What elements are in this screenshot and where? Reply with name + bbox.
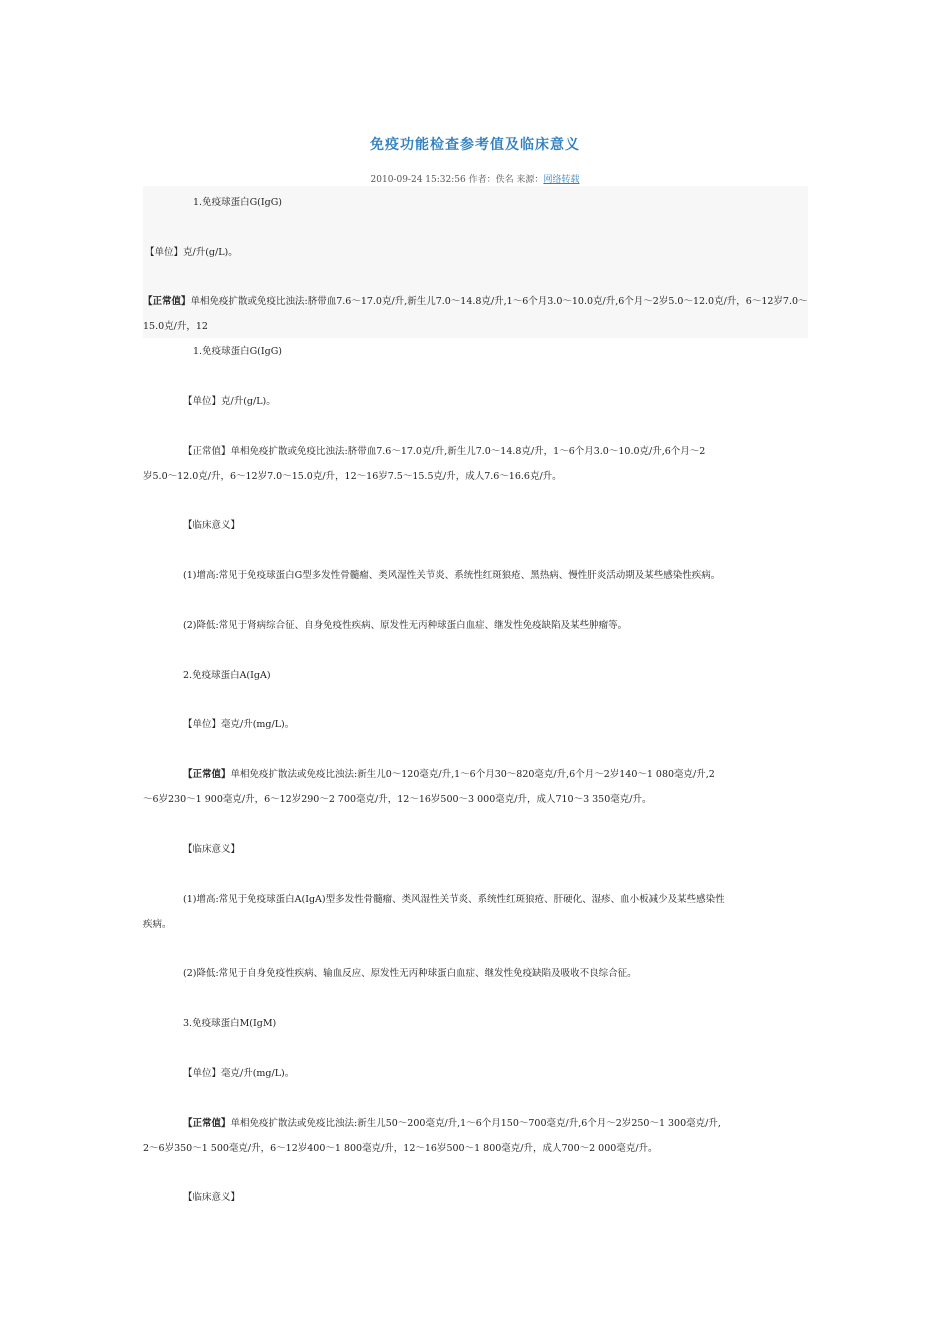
igg-unit: 【单位】克/升(g/L)。 <box>183 396 276 407</box>
igm-normal-label: 【正常值】 <box>183 1118 231 1129</box>
summary-heading: 1.免疫球蛋白G(IgG) <box>193 197 282 208</box>
summary-normal-value <box>143 289 811 339</box>
article-title: 免疫功能检查参考值及临床意义 <box>370 137 580 153</box>
igg-normal-line2: 岁5.0～12.0克/升，6～12岁7.0～15.0克/升，12～16岁7.5～15.5克/升，成人7.6～16.6克/升。 <box>143 471 562 482</box>
summary-normal-label: 【正常值】 <box>143 296 191 307</box>
iga-normal-line1 <box>183 762 715 787</box>
summary-unit: 【单位】克/升(g/L)。 <box>145 247 238 258</box>
igm-heading: 3.免疫球蛋白M(IgM) <box>183 1018 277 1029</box>
iga-clinical-heading: 【临床意义】 <box>183 844 241 855</box>
igg-decrease: (2)降低:常见于肾病综合征、自身免疫性疾病、原发性无丙种球蛋白血症、继发性免疫缺陷及某些肿瘤等。 <box>183 620 628 631</box>
igm-normal-text1: 单相免疫扩散法或免疫比浊法:新生儿50～200毫克/升,1～6个月150～700毫克/升,6个月～2岁250～1 300毫克/升, <box>230 1118 721 1129</box>
summary-normal-text: 单相免疫扩散或免疫比浊法:脐带血7.6～17.0克/升,新生儿7.0～14.8克/升,1～6个月3.0～10.0克/升,6个月～2岁5.0～12.0克/升，6～12岁7.0～15.0克/升，12 <box>143 296 808 332</box>
iga-normal-line2: ～6岁230～1 900毫克/升，6～12岁290～2 700毫克/升，12～16岁500～3 000毫克/升，成人710～3 350毫克/升。 <box>143 794 652 805</box>
article-meta <box>0 172 950 185</box>
igg-normal-text1: 单相免疫扩散或免疫比浊法:脐带血7.6～17.0克/升,新生儿7.0～14.8克/升，1～6个月3.0～10.0克/升,6个月～2 <box>230 446 706 457</box>
article-meta-text: 2010-09-24 15:32:56 作者：佚名 来源： <box>370 175 544 185</box>
igg-normal-label: 【正常值】 <box>183 446 231 457</box>
igm-normal-line1 <box>183 1111 721 1136</box>
igg-increase: (1)增高:常见于免疫球蛋白G型多发性骨髓瘤、类风湿性关节炎、系统性红斑狼疮、黑热病、慢性肝炎活动期及某些感染性疾病。 <box>183 570 721 581</box>
source-link[interactable]: 网络转载 <box>543 175 580 185</box>
igm-unit: 【单位】毫克/升(mg/L)。 <box>183 1068 295 1079</box>
iga-unit: 【单位】毫克/升(mg/L)。 <box>183 719 295 730</box>
igg-clinical-heading: 【临床意义】 <box>183 520 241 531</box>
igg-heading: 1.免疫球蛋白G(IgG) <box>193 346 282 357</box>
iga-heading: 2.免疫球蛋白A(IgA) <box>183 670 271 681</box>
iga-increase-line1: (1)增高:常见于免疫球蛋白A(IgA)型多发性骨髓瘤、类风湿性关节炎、系统性红斑狼疮、肝硬化、湿疹、血小板减少及某些感染性 <box>183 894 725 905</box>
igm-clinical-heading: 【临床意义】 <box>183 1192 241 1203</box>
iga-decrease: (2)降低:常见于自身免疫性疾病、输血反应、原发性无丙种球蛋白血症、继发性免疫缺陷及吸收不良综合征。 <box>183 968 637 979</box>
iga-normal-text1: 单相免疫扩散法或免疫比浊法:新生儿0～120毫克/升,1～6个月30～820毫克/升,6个月～2岁140～1 080毫克/升,2 <box>230 769 715 780</box>
iga-increase-line2: 疾病。 <box>143 919 172 930</box>
igg-normal-line1 <box>183 439 705 464</box>
igm-normal-line2: 2～6岁350～1 500毫克/升，6～12岁400～1 800毫克/升，12～16岁500～1 800毫克/升，成人700～2 000毫克/升。 <box>143 1143 658 1154</box>
iga-normal-label: 【正常值】 <box>183 769 231 780</box>
